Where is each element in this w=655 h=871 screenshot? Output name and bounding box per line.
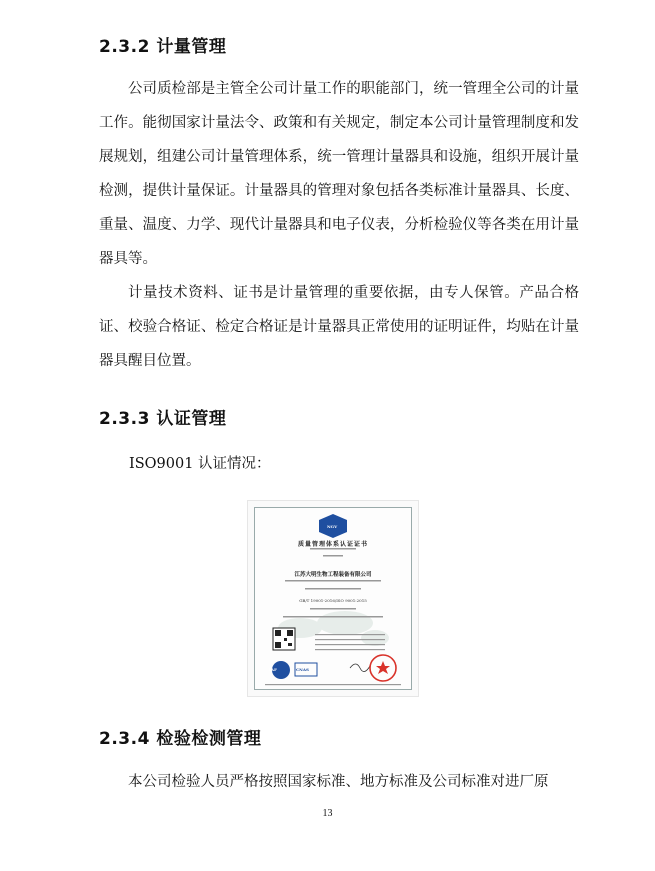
section-heading-2-3-2: 2.3.2 计量管理: [99, 37, 227, 57]
certificate-standard: GB/T 19001-2016/ISO 9001:2015: [299, 598, 367, 603]
certificate-logo: NGV: [327, 524, 338, 529]
page-number: 13: [322, 808, 333, 819]
paragraph-inspection: 本公司检验人员严格按照国家标准、地方标准及公司标准对进厂原: [128, 774, 549, 790]
cnas-logo: CNAS: [296, 667, 309, 672]
certificate-title: 质量管理体系认证证书: [297, 541, 368, 548]
iaf-logo: IAF: [269, 667, 277, 672]
certificate-frame: [254, 507, 412, 690]
paragraph-metrology-2: 计量技术资料、证书是计量管理的重要依据，由专人保管。产品合格证、校验合格证、检定合格证是计量器具正常使用的证明证件，均贴在计量器具醒目位置。: [99, 285, 579, 369]
paragraph-metrology-1: 公司质检部是主管全公司计量工作的职能部门，统一管理全公司的计量工作。能彻国家计量法令、政策和有关规定，制定本公司计量管理制度和发展规划，组建公司计量管理体系，统一管理计量器具和设施，组织开展计量检测，提供计量保证。计量器具的管理对象包括各类标准计量器具、长度、重量、温度、力学、现代计量器具和电子仪表，分析检验仪等各类在用计量器具等。: [99, 81, 579, 267]
section-heading-2-3-3: 2.3.3 认证管理: [99, 409, 227, 429]
section-heading-2-3-4: 2.3.4 检验检测管理: [99, 729, 262, 749]
paragraph-iso-intro: ISO9001 认证情况：: [129, 456, 271, 472]
iso-certificate-image: [247, 500, 419, 697]
certificate-company: 江苏大明生物工程装备有限公司: [294, 572, 372, 578]
